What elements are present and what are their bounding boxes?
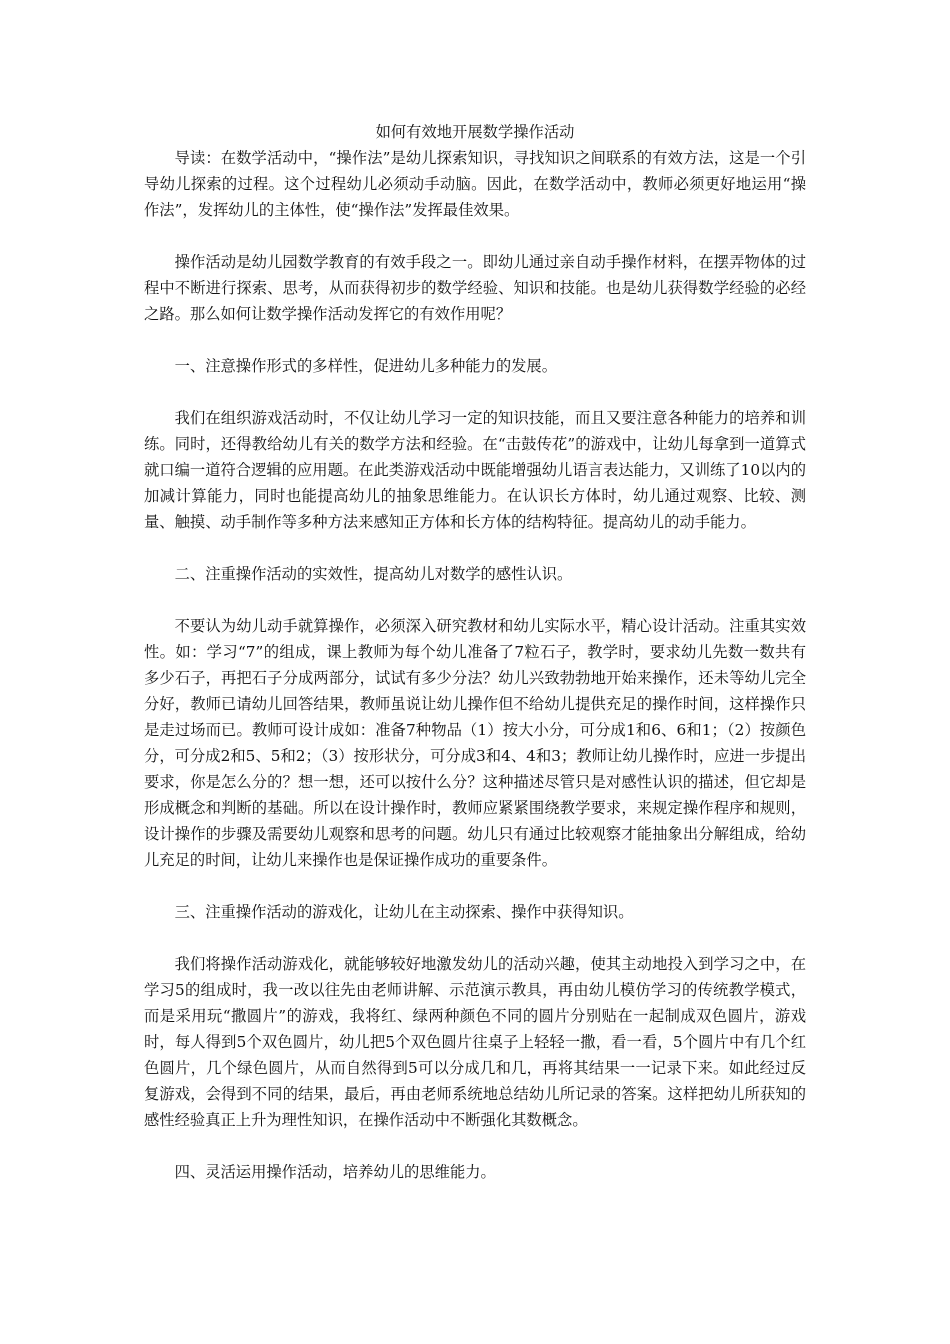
section-heading-4: 四、灵活运用操作活动，培养幼儿的思维能力。	[174, 1163, 496, 1181]
paragraph-gap	[144, 587, 806, 613]
section-heading-3: 三、注重操作活动的游戏化，让幼儿在主动探索、操作中获得知识。	[174, 903, 634, 921]
paragraph-gap	[144, 873, 806, 899]
paragraph-gap	[144, 327, 806, 353]
section-body-1: 我们在组织游戏活动时，不仅让幼儿学习一定的知识技能，而且又要注意各种能力的培养和训练。同时，还得教给幼儿有关的数学方法和经验。在“击鼓传花”的游戏中，让幼儿每拿到一道算式就口编一道符合逻辑的应用题。在此类游戏活动中既能增强幼儿语言表达能力，又训练了10以内的加减计算能力，同时也能提高幼儿的抽象思维能力。在认识长方体时，幼儿通过观察、比较、测量、触摸、动手制作等多种方法来感知正方体和长方体的结构特征。提高幼儿的动手能力。	[144, 409, 806, 531]
section-heading-2: 二、注重操作活动的实效性，提高幼儿对数学的感性认识。	[174, 565, 573, 583]
paragraph-gap	[144, 925, 806, 951]
document-title: 如何有效地开展数学操作活动	[375, 123, 575, 141]
paragraph-gap	[144, 1133, 806, 1159]
document-page	[144, 119, 806, 1185]
paragraph-gap	[144, 379, 806, 405]
paragraph-intro: 导读：在数学活动中，“操作法”是幼儿探索知识，寻找知识之间联系的有效方法，这是一个引导幼儿探索的过程。这个过程幼儿必须动手动脑。因此，在数学活动中，教师必须更好地运用“操作法”，发挥幼儿的主体性，使“操作法”发挥最佳效果。	[144, 149, 806, 219]
paragraph-gap	[144, 223, 806, 249]
section-body-3: 我们将操作活动游戏化，就能够较好地激发幼儿的活动兴趣，使其主动地投入到学习之中，在学习5的组成时，我一改以往先由老师讲解、示范演示教具，再由幼儿模仿学习的传统教学模式，而是采用玩“撒圆片”的游戏，我将红、绿两种颜色不同的圆片分别贴在一起制成双色圆片，游戏时，每人得到5个双色圆片，幼儿把5个双色圆片往桌子上轻轻一撒，看一看，5个圆片中有几个红色圆片，几个绿色圆片，从而自然得到5可以分成几和几，再将其结果一一记录下来。如此经过反复游戏，会得到不同的结果，最后，再由老师系统地总结幼儿所记录的答案。这样把幼儿所获知的感性经验真正上升为理性知识，在操作活动中不断强化其数概念。	[144, 955, 806, 1129]
paragraph-overview: 操作活动是幼儿园数学教育的有效手段之一。即幼儿通过亲自动手操作材料，在摆弄物体的过程中不断进行探索、思考，从而获得初步的数学经验、知识和技能。也是幼儿获得数学经验的必经之路。那么如何让数学操作活动发挥它的有效作用呢？	[144, 253, 806, 323]
paragraph-gap	[144, 535, 806, 561]
section-heading-1: 一、注意操作形式的多样性，促进幼儿多种能力的发展。	[174, 357, 558, 375]
section-body-2: 不要认为幼儿动手就算操作，必须深入研究教材和幼儿实际水平，精心设计活动。注重其实效性。如：学习“7”的组成，课上教师为每个幼儿准备了7粒石子，教学时，要求幼儿先数一数共有多少石子，再把石子分成两部分，试试有多少分法？幼儿兴致勃勃地开始来操作，还未等幼儿完全分好，教师已请幼儿回答结果，教师虽说让幼儿操作但不给幼儿提供充足的操作时间，这样操作只是走过场而已。教师可设计成如：准备7种物品（1）按大小分，可分成1和6、6和1；（2）按颜色分，可分成2和5、5和2；（3）按形状分，可分成3和4、4和3；教师让幼儿操作时，应进一步提出要求，你是怎么分的？想一想，还可以按什么分？这种描述尽管只是对感性认识的描述，但它却是形成概念和判断的基础。所以在设计操作时，教师应紧紧围绕教学要求，来规定操作程序和规则，设计操作的步骤及需要幼儿观察和思考的问题。幼儿只有通过比较观察才能抽象出分解组成，给幼儿充足的时间，让幼儿来操作也是保证操作成功的重要条件。	[144, 617, 806, 869]
